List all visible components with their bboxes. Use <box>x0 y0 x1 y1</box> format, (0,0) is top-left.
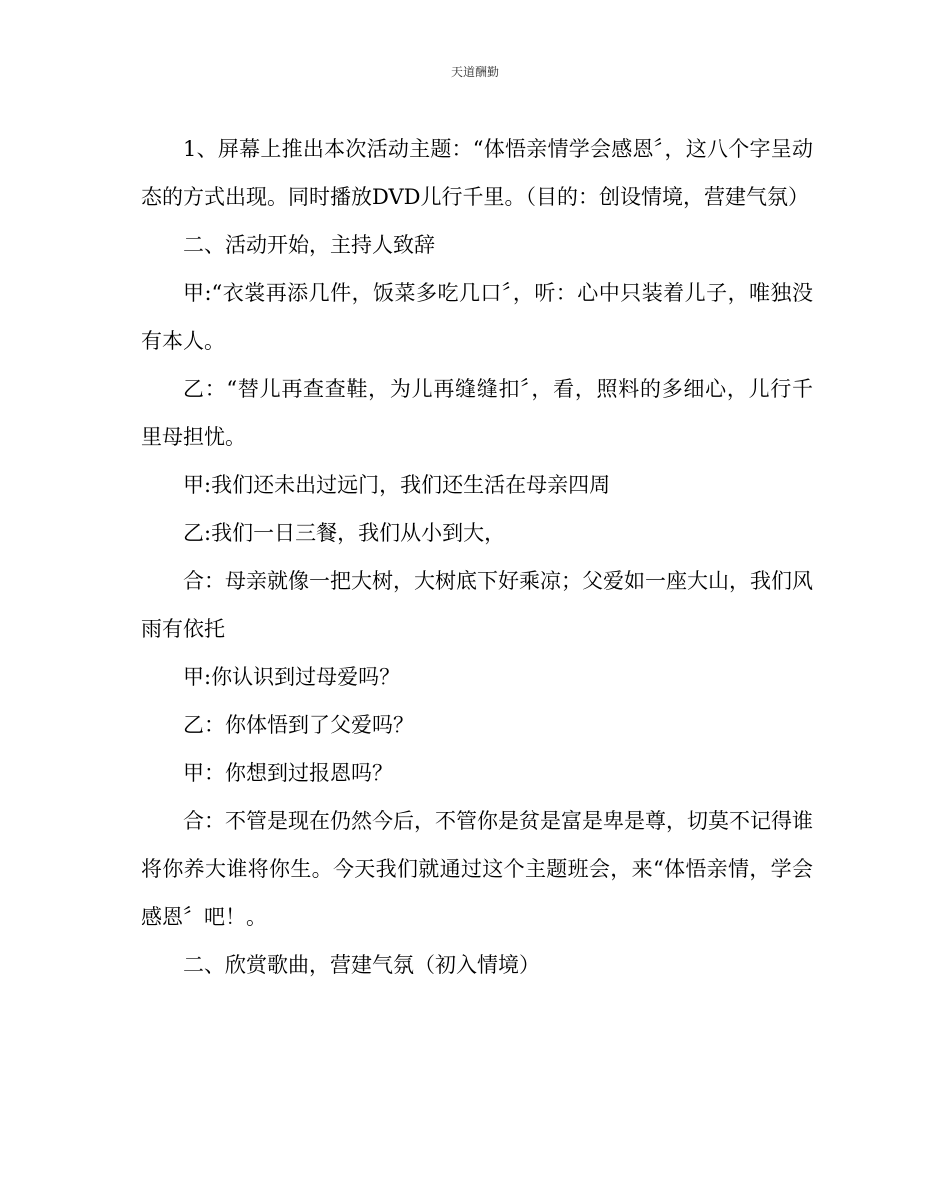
paragraph-dialogue: 甲:你认识到过母爱吗？ <box>183 665 401 689</box>
paragraph-section-heading: 二、欣赏歌曲，营建气氛（初入情境） <box>183 953 540 977</box>
paragraph-dialogue: 合：不管是现在仍然今后，不管你是贫是富是卑是尊，切莫不记得谁将你养大谁将你生。今天我们就通过这个主题班会，来“体悟亲情，学会感恩〞吧！。 <box>141 809 813 929</box>
document-body <box>141 125 813 989</box>
paragraph-dialogue: 甲：你想到过报恩吗？ <box>183 761 393 785</box>
paragraph-theme: 1、屏幕上推出本次活动主题：“体悟亲情学会感恩〞，这八个字呈动态的方式出现。同时播放DVD儿行千里。（目的：创设情境，营建气氛） <box>141 137 813 209</box>
paragraph-dialogue: 乙：你体悟到了父爱吗？ <box>183 713 414 737</box>
paragraph-dialogue: 乙：“替儿再查查鞋，为儿再缝缝扣〞，看，照料的多细心，儿行千里母担忧。 <box>141 377 813 449</box>
paragraph-dialogue: 乙:我们一日三餐，我们从小到大， <box>183 521 506 545</box>
page-header: 天道酬勤 <box>450 65 499 79</box>
paragraph-section-heading: 二、活动开始，主持人致辞 <box>183 233 435 257</box>
paragraph-dialogue: 甲:我们还未出过远门，我们还生活在母亲四周 <box>183 473 611 497</box>
paragraph-dialogue: 合：母亲就像一把大树，大树底下好乘凉；父爱如一座大山，我们风雨有依托 <box>141 569 813 641</box>
paragraph-dialogue: 甲:“衣裳再添几件，饭菜多吃几口〞，听：心中只装着儿子，唯独没有本人。 <box>141 281 813 353</box>
